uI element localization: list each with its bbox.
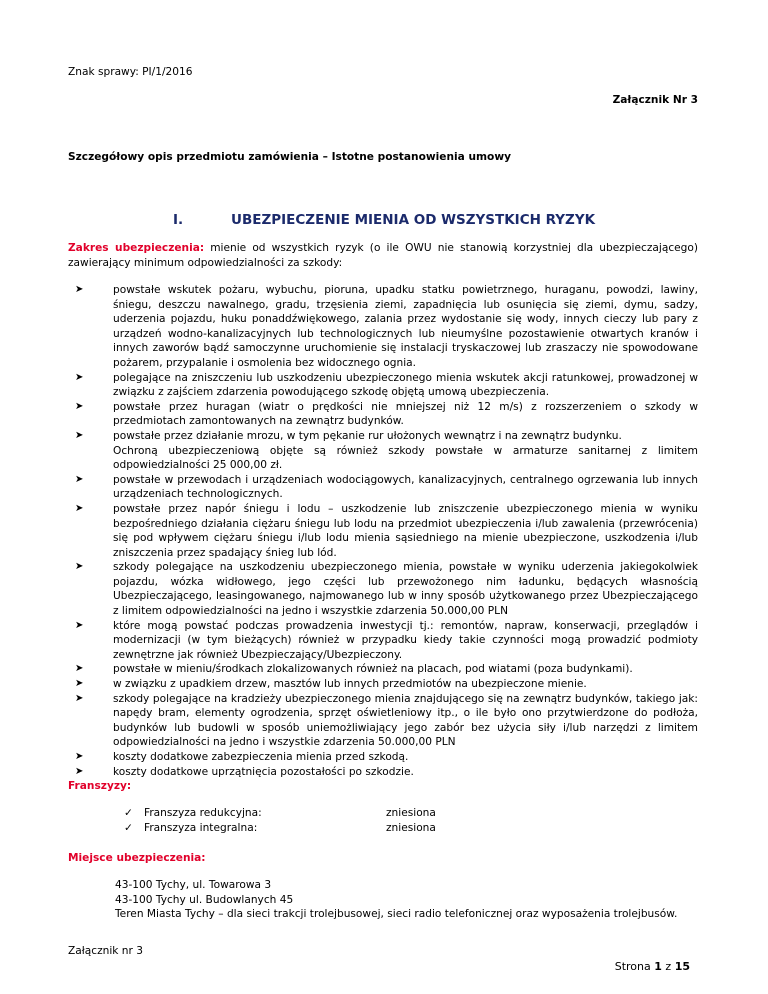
location-lines bbox=[115, 878, 677, 922]
location-line: 43-100 Tychy ul. Budowlanych 45 bbox=[115, 893, 294, 906]
list-item bbox=[68, 560, 698, 618]
location-label: Miejsce ubezpieczenia: bbox=[68, 852, 206, 864]
list-item-text: koszty dodatkowe uprzątnięcia pozostałości po szkodzie. bbox=[113, 765, 414, 778]
list-item bbox=[68, 400, 698, 429]
list-item bbox=[68, 692, 698, 750]
attachment-label: Załącznik Nr 3 bbox=[612, 94, 698, 106]
arrow-bullet-icon: ➤ bbox=[75, 429, 84, 441]
arrow-bullet-icon: ➤ bbox=[75, 678, 84, 690]
arrow-bullet-icon: ➤ bbox=[75, 619, 84, 631]
checkmark-icon: ✓ bbox=[124, 821, 133, 834]
footer-left: Załącznik nr 3 bbox=[68, 945, 143, 957]
coverage-list bbox=[68, 283, 698, 779]
list-item bbox=[68, 677, 698, 692]
list-item bbox=[68, 283, 698, 371]
list-item-text: w związku z upadkiem drzew, masztów lub innych przedmiotów na ubezpieczone mienie. bbox=[113, 678, 587, 691]
list-item-text: powstałe w przewodach i urządzeniach wodociągowych, kanalizacyjnych, centralnego ogrzewania lub innych urządzeniach technologicznych. bbox=[113, 473, 698, 501]
arrow-bullet-icon: ➤ bbox=[75, 284, 84, 295]
franchise-value: zniesiona bbox=[386, 821, 436, 834]
list-item bbox=[68, 662, 698, 677]
list-item bbox=[68, 765, 698, 780]
section-title: UBEZPIECZENIE MIENIA OD WSZYSTKICH RYZYK bbox=[231, 212, 596, 228]
arrow-bullet-icon: ➤ bbox=[75, 663, 84, 675]
arrow-bullet-icon: ➤ bbox=[75, 371, 84, 383]
arrow-bullet-icon: ➤ bbox=[75, 765, 84, 777]
list-item-text: szkody polegające na kradzieży ubezpieczonego mienia znajdującego się na zewnątrz budynków, takiego jak: napędy bram, elementy ogrodzenia, sprzęt oświetleniowy itp., o ile było ono przytwierdzone do podłoża, budynków lub budowli w sposób uniemożliwiający jego zabór bez użycia siły i/lub narzędzi z limitem odpowiedzialności na jedno i wszystkie zdarzenia 50.000,00 PLN bbox=[113, 692, 698, 749]
scope-text: mienie od wszystkich ryzyk (o ile OWU nie stanowią korzystniej dla ubezpieczającego) zawierający minimum odpowiedzialności za szkody: bbox=[68, 242, 698, 269]
section-number: I. bbox=[173, 212, 184, 228]
list-item bbox=[68, 473, 698, 502]
list-item-text: powstałe przez napór śniegu i lodu – uszkodzenie lub zniszczenie ubezpieczonego mienia w wyniku bezpośredniego działania ciężaru śniegu lub lodu na przedmiot ubezpieczenia i/lub zawalenia (przewrócenia) się pod wpływem ciężaru śniegu i/lub lodu mienia sąsiedniego na mienie ubezpieczone, uszkodzenia i/lub zniszczenia przez spadający śnieg lub lód. bbox=[113, 502, 698, 559]
franchise-name: Franszyza integralna: bbox=[144, 821, 258, 834]
franchise-name: Franszyza redukcyjna: bbox=[144, 807, 262, 819]
scope-paragraph bbox=[68, 241, 698, 270]
arrow-bullet-icon: ➤ bbox=[75, 473, 84, 485]
list-item bbox=[68, 619, 698, 663]
list-item-text: powstałe wskutek pożaru, wybuchu, pioruna, upadku statku powietrznego, huraganu, powodzi, lawiny, śniegu, deszczu nawalnego, gradu, trzęsienia ziemi, zapadnięcia lub osunięcia się ziemi, dymu, sadzy, uderzenia pojazdu, huku ponaddźwiękowego, zalania przez wydostanie się wody, innych cieczy lub pary z urządzeń wodno-kanalizacyjnych lub technologicznych lub nieumyślne pozostawienie otwartych kranów i innych zaworów bądź samoczynne uruchomienie się instalacji tryskaczowej lub zraszaczy nie spowodowane pożarem, przypalanie i osmolenia bez widocznego ognia. bbox=[113, 284, 698, 369]
page-word: Strona bbox=[614, 960, 651, 973]
location-line: 43-100 Tychy, ul. Towarowa 3 bbox=[115, 879, 272, 891]
franchise-row bbox=[124, 806, 436, 821]
list-item-text: powstałe w mieniu/środkach zlokalizowanych również na placach, pod wiatami (poza budynkami). bbox=[113, 663, 633, 676]
arrow-bullet-icon: ➤ bbox=[75, 751, 84, 762]
list-item-text: powstałe przez działanie mrozu, w tym pękanie rur ułożonych wewnątrz i na zewnątrz budynku. Ochroną ubezpieczeniową objęte są również szkody powstałe w armaturze sanitarnej z limitem odpowiedzialności 25 000,00 zł. bbox=[113, 429, 698, 472]
list-item-text: polegające na zniszczeniu lub uszkodzeniu ubezpieczonego mienia wskutek akcji ratunkowej, prowadzonej w związku z zajściem zdarzenia powodującego szkodę objętą umową ubezpieczenia. bbox=[113, 371, 698, 399]
page-total: 15 bbox=[674, 960, 690, 973]
location-line: Teren Miasta Tychy – dla sieci trakcji trolejbusowej, sieci radio telefonicznej oraz wyposażenia trolejbusów. bbox=[115, 908, 678, 921]
franchises-table bbox=[124, 806, 436, 835]
case-number: Znak sprawy: PI/1/2016 bbox=[68, 66, 193, 78]
list-item-text: które mogą powstać podczas prowadzenia inwestycji tj.: remontów, napraw, konserwacji, przeglądów i modernizacji (w tym bieżących) również w przypadku kiedy takie czynności mogą prowadzić podmioty zewnętrzne jak również Ubezpieczający/Ubezpieczony. bbox=[113, 619, 698, 661]
list-item bbox=[68, 429, 698, 473]
list-item-text: powstałe przez huragan (wiatr o prędkości nie mniejszej niż 12 m/s) z rozszerzeniem o szkody w przedmiotach zamontowanych na zewnątrz budynków. bbox=[113, 400, 698, 428]
franchises-label: Franszyzy: bbox=[68, 780, 132, 792]
page-of: z bbox=[665, 960, 672, 973]
list-item bbox=[68, 371, 698, 400]
checkmark-icon: ✓ bbox=[124, 807, 133, 819]
list-item bbox=[68, 502, 698, 560]
list-item bbox=[68, 750, 698, 765]
page-number bbox=[615, 960, 690, 973]
scope-label: Zakres ubezpieczenia: bbox=[68, 242, 205, 254]
franchise-row bbox=[124, 821, 436, 836]
franchise-value: zniesiona bbox=[386, 807, 436, 819]
arrow-bullet-icon: ➤ bbox=[75, 502, 84, 514]
page-current: 1 bbox=[654, 960, 662, 973]
arrow-bullet-icon: ➤ bbox=[75, 561, 84, 573]
list-item-text: koszty dodatkowe zabezpieczenia mienia przed szkodą. bbox=[113, 751, 409, 763]
arrow-bullet-icon: ➤ bbox=[75, 692, 84, 704]
list-item-text: szkody polegające na uszkodzeniu ubezpieczonego mienia, powstałe w wyniku uderzenia jakiegokolwiek pojazdu, wózka widłowego, jego części lub przewożonego nim ładunku, będących własnością Ubezpieczającego, leasingowanego, najmowanego lub w inny sposób użytkowanego przez Ubezpieczającego z limitem odpowiedzialności na jedno i wszystkie zdarzenia 50.000,00 PLN bbox=[113, 561, 698, 618]
document-title: Szczegółowy opis przedmiotu zamówienia – Istotne postanowienia umowy bbox=[68, 151, 512, 163]
arrow-bullet-icon: ➤ bbox=[75, 400, 84, 412]
